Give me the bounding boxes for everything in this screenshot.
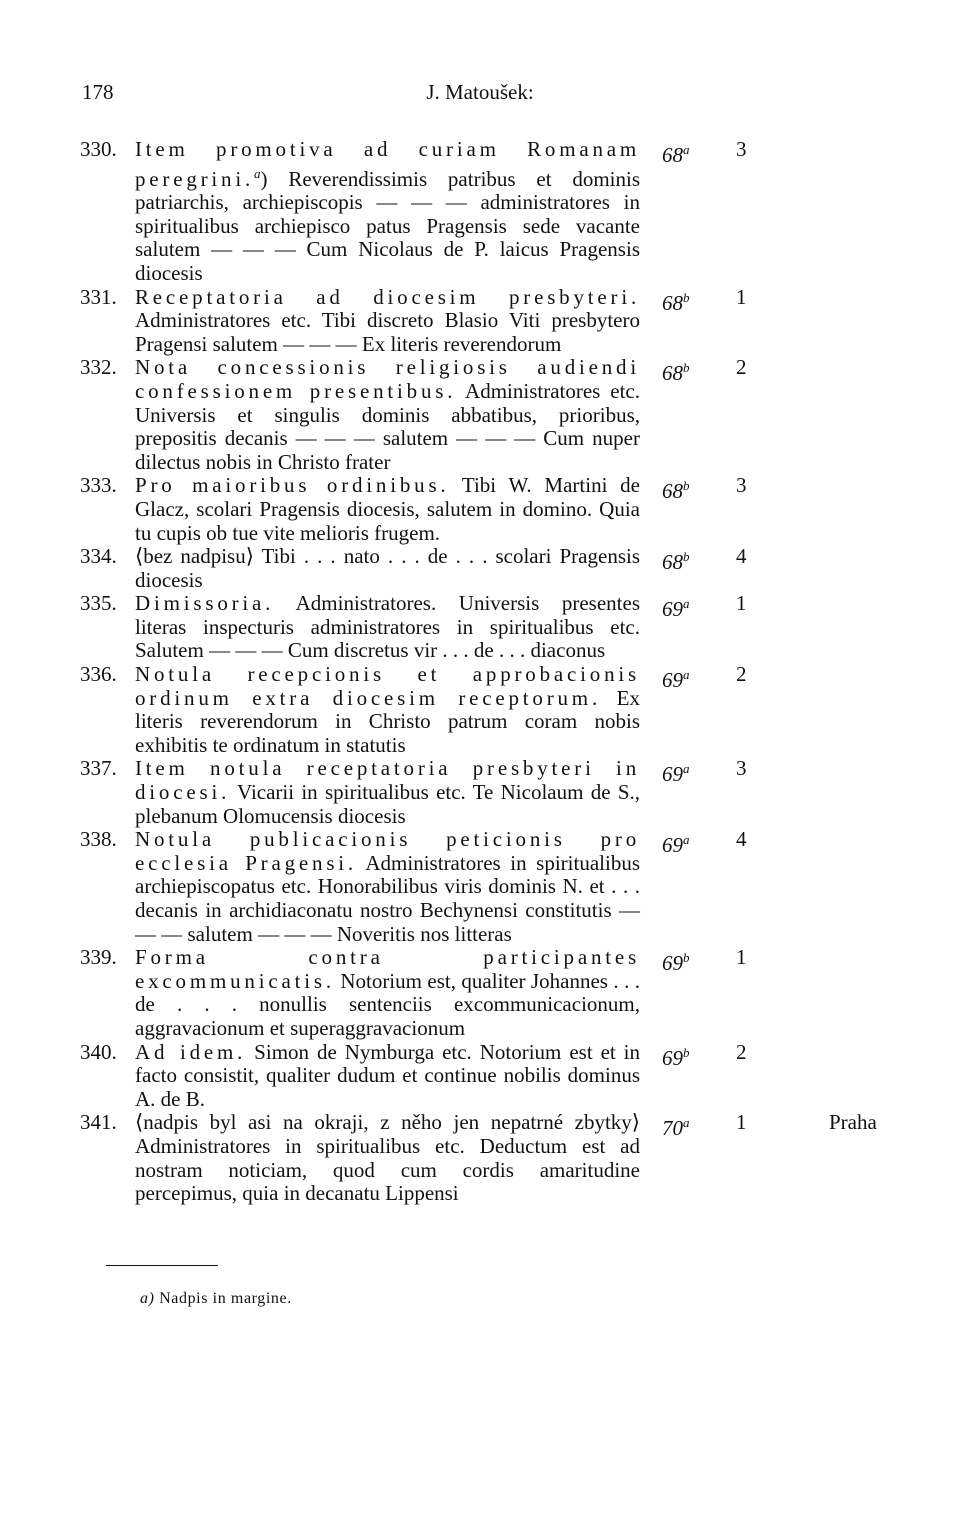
- entry: [0, 757, 960, 828]
- entry-body: Administratores in spiritualibus archiepiscopatus etc. Honorabilibus viris dominis N. et . . . decanis in archidiaconatu nostro Bechynensi constitutis — — — salutem — — — Noveritis nos litteras: [135, 850, 640, 946]
- folio-number: 68: [662, 361, 683, 386]
- entry-body: Simon de Nymburga etc. Notorium est et in facto consistit, qualiter dudum et continue nobilis dominus A. de B.: [135, 1039, 641, 1111]
- entry-text: [135, 545, 640, 592]
- entry-text: [135, 286, 640, 357]
- folio-side: b: [683, 1044, 690, 1060]
- entry-title: Item promotiva ad curiam Romanam peregrini.: [135, 137, 640, 191]
- folio-number: 69: [662, 762, 683, 787]
- running-head: J. Matoušek:: [426, 80, 534, 104]
- entry-body: Ex literis reverendorum in Christo patrum coram nobis exhibitis te ordinatum in statutis: [135, 685, 640, 757]
- entry-title: Nota concessionis religiosis audiendi confessionem presentibus.: [135, 355, 640, 403]
- entry-number: 332.: [80, 355, 117, 380]
- entry-title: Item notula receptatoria presbyteri in diocesi.: [135, 756, 640, 805]
- entry-index: 2: [736, 662, 747, 687]
- folio-number: 68: [662, 550, 683, 575]
- entry-body: Administratores etc. Tibi discreto Blasio Viti presbytero Pragensi salutem — — — Ex literis reverendorum: [135, 308, 640, 356]
- folio-ref: [662, 663, 690, 693]
- entry-title: Dimissoria.: [135, 591, 275, 616]
- entry: [0, 828, 960, 946]
- entry-title: Notula recepcionis et approbacionis ordinum extra diocesim receptorum.: [135, 662, 640, 710]
- entry-text: [135, 474, 640, 545]
- entry-body: Administratores. Universis presentes literas inspecturis administratores in spiritualibus etc. Salutem — — — Cum discretus vir . . . de . . . diaconus: [135, 591, 640, 663]
- entry-index: 1: [736, 591, 747, 616]
- entry: [0, 1041, 960, 1112]
- entry-body: Administratores etc. Universis et singulis dominis abbatibus, prioribus, prepositis decanis — — — salutem — — — Cum nuper dilectus nobis in Christo frater: [135, 378, 640, 474]
- entry-index: 1: [736, 284, 747, 309]
- entry-text: [135, 663, 640, 757]
- footnote: [140, 1290, 292, 1308]
- entry-number: 338.: [80, 827, 117, 852]
- entry: [0, 1111, 960, 1205]
- entry-body: ⟨bez nadpisu⟩ Tibi . . . nato . . . de . . . scolari Pragensis diocesis: [135, 544, 640, 592]
- entry: [0, 138, 960, 286]
- entry: [0, 356, 960, 474]
- entry-text: [135, 757, 640, 828]
- entry-index: 3: [736, 473, 747, 498]
- entry-body: ) Reverendissimis patribus et dominis patriarchis, archiepiscopis — — — administratores in spiritualibus archiepisco patus Pragensis sede vacante salutem — — — Cum Nicolaus de P. laicus Pragensis diocesis: [135, 166, 640, 285]
- entry-number: 333.: [80, 473, 117, 498]
- entry-text: [135, 592, 640, 663]
- folio-ref: [662, 356, 690, 386]
- folio-side: b: [683, 950, 690, 966]
- entry: [0, 474, 960, 545]
- folio-side: b: [683, 360, 690, 376]
- entry-title: Pro maioribus ordinibus.: [135, 473, 450, 498]
- folio-ref: [662, 474, 690, 504]
- entry-text: [135, 1111, 640, 1205]
- entry-number: 334.: [80, 544, 117, 569]
- folio-number: 69: [662, 833, 683, 858]
- footnote-text: Nadpis in margine.: [154, 1290, 292, 1307]
- folio-side: a: [683, 761, 690, 777]
- folio-ref: [662, 1111, 690, 1141]
- entry-title: Receptatoria ad diocesim presbyteri.: [135, 284, 640, 309]
- folio-ref: [662, 138, 690, 168]
- entry-list: [0, 138, 960, 1206]
- entry-number: 340.: [80, 1039, 117, 1064]
- entry-body: ⟨nadpis byl asi na okraji, z něho jen nepatrné zbytky⟩ Administratores in spiritualibus etc. Deductum est ad nostram noticiam, quod cum cordis amaritudine percepimus, quia in decanatu Lippensi: [135, 1110, 640, 1206]
- entry-number: 337.: [80, 756, 117, 781]
- entry-text: [135, 946, 640, 1040]
- folio-side: a: [683, 832, 690, 848]
- folio-number: 69: [662, 668, 683, 693]
- folio-ref: [662, 946, 690, 976]
- entry-number: 331.: [80, 284, 117, 309]
- folio-number: 69: [662, 951, 683, 976]
- entry-title: Ad idem.: [135, 1039, 247, 1064]
- entry: [0, 946, 960, 1040]
- entry-text: [135, 356, 640, 474]
- entry-index: 4: [736, 827, 747, 852]
- entry-index: 2: [736, 1039, 747, 1064]
- folio-ref: [662, 592, 690, 622]
- entry-body: Tibi W. Martini de Glacz, scolari Pragensis diocesis, salutem in domino. Quia tu cupis ob tue vite melioris frugem.: [135, 473, 640, 545]
- folio-side: a: [683, 667, 690, 683]
- entry-index: 1: [736, 1110, 747, 1135]
- entry-text: [135, 1041, 640, 1112]
- folio-side: a: [683, 142, 690, 157]
- entry-index: 2: [736, 355, 747, 380]
- folio-ref: [662, 545, 690, 575]
- entry-number: 341.: [80, 1110, 117, 1135]
- footnote-rule: [106, 1265, 218, 1266]
- folio-side: b: [683, 549, 690, 565]
- entry-title: Forma contra participantes excommunicatis.: [135, 945, 640, 993]
- entry-index: 3: [736, 137, 747, 161]
- entry-title: Notula publicacionis peticionis pro ecclesia Pragensi.: [135, 827, 640, 875]
- folio-ref: [662, 757, 690, 787]
- entry-index: 3: [736, 756, 747, 781]
- folio-side: a: [683, 596, 690, 612]
- entry: [0, 592, 960, 663]
- footnote-mark: a): [140, 1290, 155, 1307]
- page-number: 178: [82, 80, 114, 104]
- entry-number: 339.: [80, 945, 117, 970]
- entry-number: 335.: [80, 591, 117, 616]
- folio-number: 68: [662, 143, 683, 167]
- folio-number: 68: [662, 479, 683, 504]
- folio-number: 69: [662, 597, 683, 622]
- entry-index: 1: [736, 945, 747, 970]
- folio-ref: [662, 828, 690, 858]
- entry: [0, 663, 960, 757]
- entry: [0, 286, 960, 357]
- folio-side: b: [683, 289, 690, 305]
- folio-ref: [662, 286, 690, 316]
- entry-number: 336.: [80, 662, 117, 687]
- place-name: Praha: [829, 1110, 877, 1135]
- entry-text: [135, 828, 640, 946]
- entry-body: Notorium est, qualiter Johannes . . . de . . . nonullis sentenciis excommunicacionum, aggravacionum et superaggravacionum: [135, 968, 640, 1040]
- folio-side: a: [683, 1115, 690, 1131]
- folio-side: b: [683, 478, 690, 494]
- entry-text: [135, 138, 640, 286]
- footnote-ref: a: [254, 165, 261, 181]
- page-header: [0, 80, 960, 110]
- entry-number: 330.: [80, 137, 117, 161]
- folio-ref: [662, 1041, 690, 1071]
- folio-number: 69: [662, 1045, 683, 1070]
- entry-body: Vicarii in spiritualibus etc. Te Nicolaum de S., plebanum Olomucensis diocesis: [135, 780, 640, 828]
- entry: [0, 545, 960, 592]
- entry-index: 4: [736, 544, 747, 569]
- folio-number: 68: [662, 290, 683, 315]
- folio-number: 70: [662, 1116, 683, 1141]
